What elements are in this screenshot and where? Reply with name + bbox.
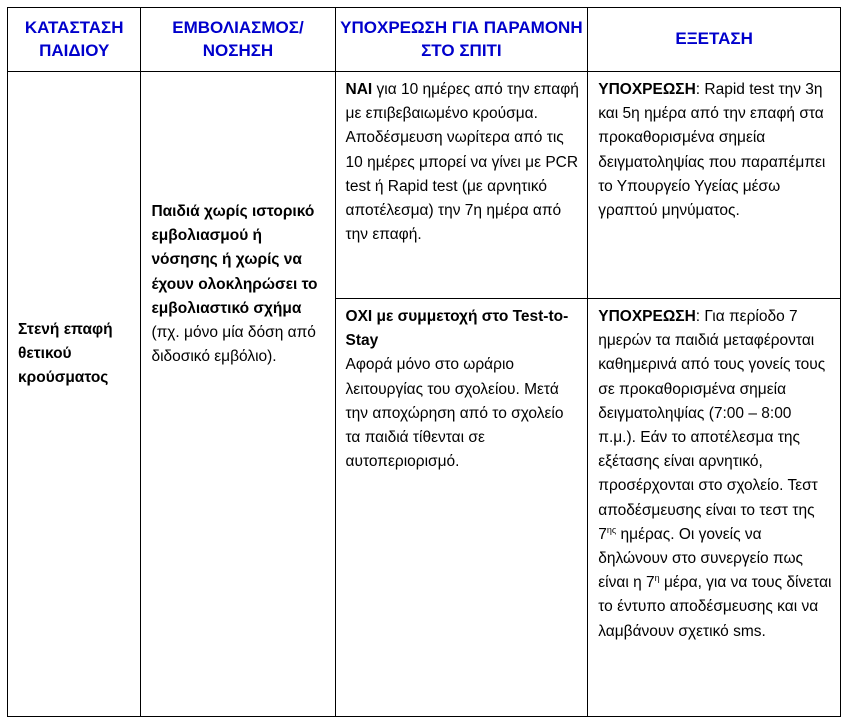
header-stay-home: ΥΠΟΧΡΕΩΣΗ ΓΙΑ ΠΑΡΑΜΟΝΗ ΣΤΟ ΣΠΙΤΙ [335, 8, 588, 72]
child-status-text: Στενή επαφή θετικού κρούσματος [18, 321, 113, 387]
isolation-rules-table [7, 7, 841, 717]
header-vaccination: ΕΜΒΟΛΙΑΣΜΟΣ/ ΝΟΣΗΣΗ [141, 8, 335, 72]
header-child-status: ΚΑΤΑΣΤΑΣΗ ΠΑΙΔΙΟΥ [8, 8, 141, 72]
table-row [8, 72, 841, 299]
stay-home-1-text: για 10 ημέρες από την επαφή με επιβεβαιωμένο κρούσμα. Αποδέσμευση νωρίτερα από τις 10 ημέρες μπορεί να γίνει με PCR test ή Rapid test (με αρνητικό αποτέλεσμα) την 7η ημέρα από την επαφή. [345, 81, 579, 244]
exam-1-bold: ΥΠΟΧΡΕΩΣΗ [598, 81, 696, 98]
exam-2-bold: ΥΠΟΧΡΕΩΣΗ [598, 308, 696, 325]
header-exam: ΕΞΕΤΑΣΗ [588, 8, 841, 72]
stay-home-cell-1 [335, 72, 588, 299]
exam-cell-1 [588, 72, 841, 299]
exam-2-text-1: : Για περίοδο 7 ημερών τα παιδιά μεταφέρονται καθημερινά από τους γονείς τους σε προκαθορισμένα σημεία δειγματοληψίας (7:00 – 8:00 π.μ.). Εάν το αποτέλεσμα της εξέτασης είναι αρνητικό, προσέρχονται στο σχολείο. Τεστ αποδέσμευσης είναι το τεστ της 7 [598, 308, 826, 543]
stay-home-2-text: Αφορά μόνο στο ωράριο λειτουργίας του σχολείου. Μετά την αποχώρηση από το σχολείο τα παιδιά τίθενται σε αυτοπεριορισμό. [345, 356, 564, 471]
vaccination-note: (πχ. μόνο μία δόση από διδοσικό εμβόλιο). [151, 324, 316, 366]
exam-2-sup-1: ης [606, 524, 617, 535]
exam-2-sup-2: η [654, 573, 660, 584]
stay-home-2-bold: ΟΧΙ με συμμετοχή στο Test-to-Stay [345, 308, 569, 350]
stay-home-1-bold: ΝΑΙ [345, 81, 373, 98]
header-row [8, 8, 841, 72]
vaccination-bold: Παιδιά χωρίς ιστορικό εμβολιασμού ή νόσησης ή χωρίς να έχουν ολοκληρώσει το εμβολιαστικό σχήμα [151, 203, 318, 317]
exam-1-text: : Rapid test την 3η και 5η ημέρα από την επαφή στα προκαθορισμένα σημεία δειγματοληψίας που παραπέμπει το Υπουργείο Υγείας μέσω γραπτού μηνύματος. [598, 81, 826, 220]
child-status-cell [8, 72, 141, 717]
vaccination-cell [141, 72, 335, 717]
stay-home-cell-2 [335, 299, 588, 717]
exam-cell-2 [588, 299, 841, 717]
exam-2-text-2: ημέρας. Οι γονείς να δηλώνουν στο συνεργείο πως είναι η 7 [598, 525, 804, 592]
exam-2-text-3: μέρα, για να τους δίνεται το έντυπο αποδέσμευσης και να λαμβάνουν σχετικό sms. [598, 574, 832, 640]
